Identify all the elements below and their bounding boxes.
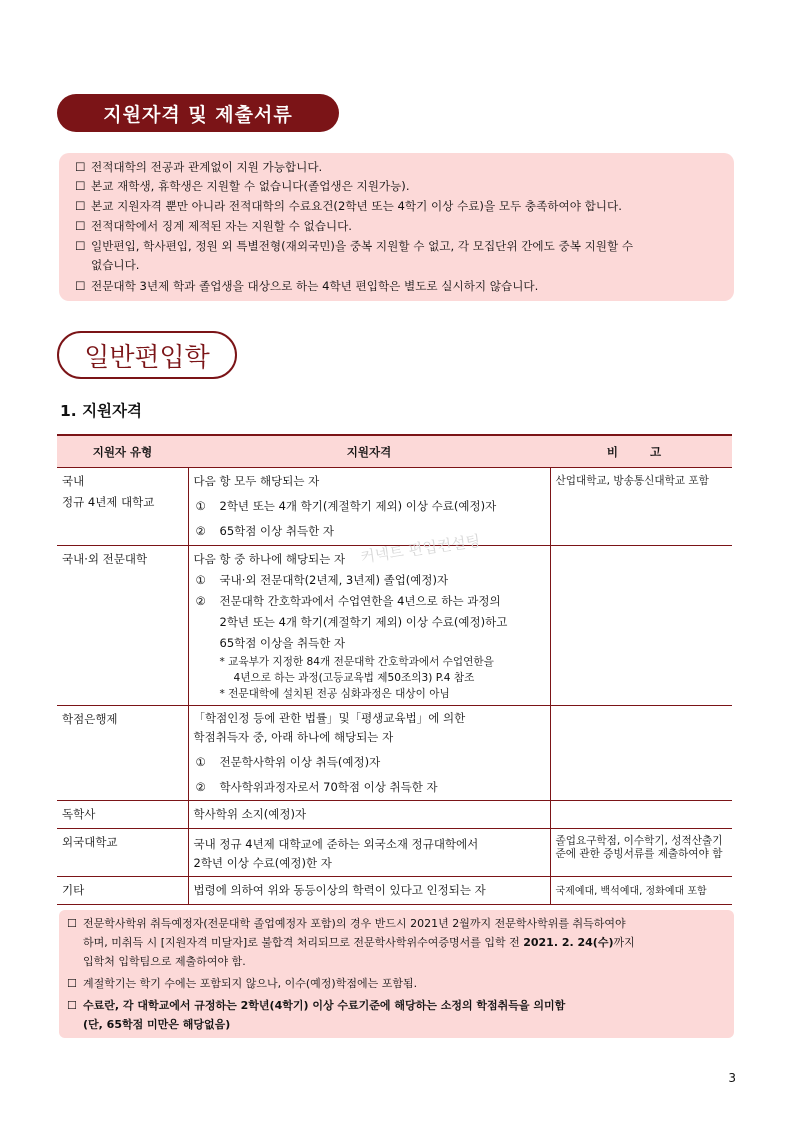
subsection-title: 1. 지원자격 bbox=[60, 402, 142, 420]
column-header: 지원자 유형 bbox=[57, 435, 188, 468]
note-line-cont: 하며, 미취득 시 [지원자격 미달자]로 불합격 처리되므로 전문학사학위수여증명서를 입학 전 2021. 2. 24(수)까지 bbox=[83, 936, 635, 949]
checkbox-icon: ☐ bbox=[75, 239, 86, 253]
checkbox-icon: ☐ bbox=[67, 999, 77, 1012]
note-line: ☐ 전문학사학위 취득예정자(전문대학 졸업예정자 포함)의 경우 반드시 2021년 2월까지 전문학사학위를 취득하여야 bbox=[67, 914, 626, 933]
checkbox-icon: ☐ bbox=[67, 977, 77, 990]
checkbox-icon: ☐ bbox=[75, 219, 86, 233]
checkbox-icon: ☐ bbox=[75, 179, 86, 193]
general-transfer-heading: 일반편입학 bbox=[57, 331, 237, 379]
checkbox-icon: ☐ bbox=[75, 160, 86, 174]
note-line: ☐ 수료란, 각 대학교에서 규정하는 2학년(4학기) 이상 수료기준에 해당하는 소정의 학점취득을 의미함 bbox=[67, 996, 565, 1015]
section-title: 지원자격 및 제출서류 bbox=[103, 103, 293, 126]
note-line: ☐ 전적대학에서 징계 제적된 자는 지원할 수 없습니다. bbox=[75, 217, 352, 236]
remark: 산업대학교, 방송통신대학교 포함 bbox=[550, 468, 732, 546]
note-line: ☐ 전적대학의 전공과 관계없이 지원 가능합니다. bbox=[75, 158, 322, 177]
checkbox-icon: ☐ bbox=[67, 917, 77, 930]
note-line: ☐ 계절학기는 학기 수에는 포함되지 않으나, 이수(예정)학점에는 포함됨. bbox=[67, 974, 417, 993]
table-row: 독학사 학사학위 소지(예정)자 bbox=[57, 801, 732, 829]
column-header: 지원자격 bbox=[188, 435, 550, 468]
remark: 국제예대, 백석예대, 정화예대 포함 bbox=[550, 877, 732, 905]
note-line: ☐ 본교 지원자격 뿐만 아니라 전적대학의 수료요건(2학년 또는 4학기 이상 수료)을 모두 충족하여야 합니다. bbox=[75, 197, 622, 216]
table-row: 국내 정규 4년제 대학교 다음 항 모두 해당되는 자 ① 2학년 또는 4개 학기(계절학기 제외) 이상 수료(예정)자 ② 65학점 이상 취득한 자 산업대학교, 방송통신대학교 포함 bbox=[57, 468, 732, 546]
note-line: ☐ 전문대학 3년제 학과 졸업생을 대상으로 하는 4학년 편입학은 별도로 실시하지 않습니다. bbox=[75, 277, 538, 296]
note-line-cont: 입학처 입학팀으로 제출하여야 함. bbox=[83, 955, 246, 968]
eligibility-table bbox=[57, 434, 732, 905]
table-row: 기타 법령에 의하여 위와 동등이상의 학력이 있다고 인정되는 자 국제예대, 백석예대, 정화예대 포함 bbox=[57, 877, 732, 905]
note-line: ☐ 일반편입, 학사편입, 정원 외 특별전형(재외국민)을 중복 지원할 수 없고, 각 모집단위 간에도 중복 지원할 수 bbox=[75, 237, 633, 256]
table-row: 국내·외 전문대학 다음 항 중 하나에 해당되는 자 ① 국내·외 전문대학(2년제, 3년제) 졸업(예정)자 ② 전문대학 간호학과에서 수업연한을 4년으로 하는 과정의 2학년 또는 4개 학기(계절학기 제외) 이상 수료(예정)하고 65학점 이상을 취득한 자 * 교육부가 지정한 84개 전문대학 간호학과에서 수업연한을 4년으로 하는 과정(고등교육법 제50조의3) P.4 참조 * 전문대학에 설치된 전공 심화과정은 대상이 아님 bbox=[57, 546, 732, 706]
eligibility-notes-box bbox=[59, 153, 734, 301]
note-line-cont: (단, 65학점 미만은 해당없음) bbox=[83, 1018, 231, 1031]
notes-box bbox=[59, 910, 734, 1038]
column-header: 비 고 bbox=[550, 435, 732, 468]
section-title-pill bbox=[57, 94, 339, 132]
checkbox-icon: ☐ bbox=[75, 199, 86, 213]
watermark: 커넥트 편입컨설팅 bbox=[359, 531, 482, 567]
page-number: 3 bbox=[728, 1071, 736, 1085]
table-row: 외국대학교 국내 정규 4년제 대학교에 준하는 외국소재 정규대학에서 2학년 이상 수료(예정)한 자 졸업요구학점, 이수학기, 성적산출기준에 관한 증빙서류를 제출하여야 함 bbox=[57, 829, 732, 877]
note-line: ☐ 본교 재학생, 휴학생은 지원할 수 없습니다(졸업생은 지원가능). bbox=[75, 177, 410, 196]
table-row: 학점은행제 「학점인정 등에 관한 법률」및「평생교육법」에 의한 학점취득자 중, 아래 하나에 해당되는 자 ① 전문학사학위 이상 취득(예정)자 ② 학사학위과정자로서 70학점 이상 취득한 자 bbox=[57, 706, 732, 801]
note-line-cont: 없습니다. bbox=[91, 258, 140, 272]
checkbox-icon: ☐ bbox=[75, 279, 86, 293]
remark: 졸업요구학점, 이수학기, 성적산출기준에 관한 증빙서류를 제출하여야 함 bbox=[550, 829, 732, 877]
table-header-row bbox=[57, 435, 732, 468]
